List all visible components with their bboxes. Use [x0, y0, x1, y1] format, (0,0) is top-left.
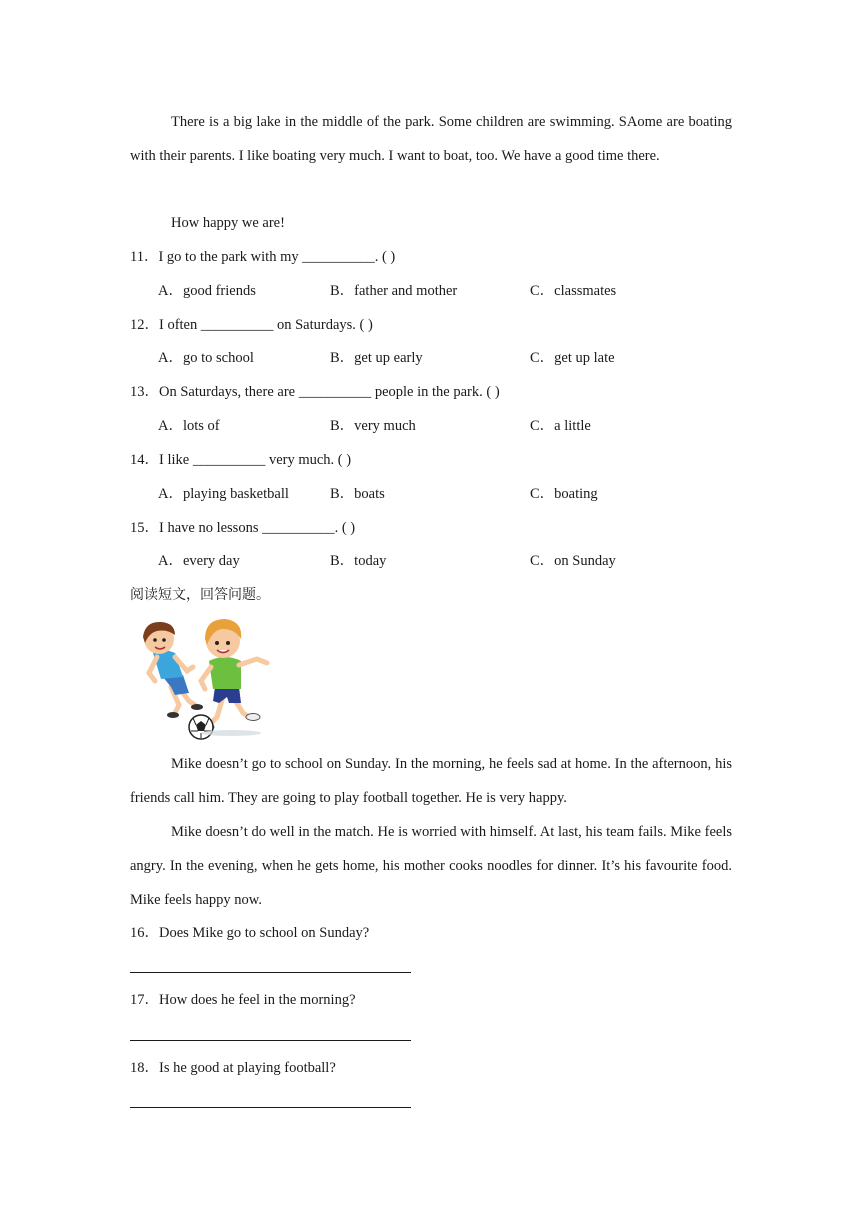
passage1-paragraph-2	[130, 206, 732, 240]
question-11-option-b: B．father and mother	[330, 283, 458, 299]
passage1-paragraph-2-text: How happy we are!	[171, 215, 285, 231]
question-17-stem: 17．How does he feel in the morning?	[130, 992, 356, 1008]
passage2-paragraph-2-text: Mike doesn’t do well in the match. He is worried with himself. At last, his team fails. Mike feels angry. In the evening, when he gets home, his mother cooks noodles for dinner. It’s his favourite food. Mike feels happy now.	[130, 824, 732, 908]
question-12-option-b: B．get up early	[330, 350, 423, 366]
question-12-option-c: C．get up late	[530, 350, 615, 366]
passage2-paragraph-1	[130, 747, 732, 815]
question-14-option-a: A．playing basketball	[158, 486, 289, 502]
question-17-answer-line[interactable]	[130, 1040, 411, 1041]
question-11-option-c: C．classmates	[530, 283, 617, 299]
question-16-stem: 16．Does Mike go to school on Sunday?	[130, 925, 370, 941]
passage1-paragraph-1-text: There is a big lake in the middle of the park. Some children are swimming. SAome are boating with their parents. I like boating very much. I want to boat, too. We have a good time there.	[130, 114, 732, 164]
question-13-stem: 13．On Saturdays, there are __________ people in the park. ( )	[130, 384, 500, 400]
question-11-option-a: A．good friends	[158, 283, 256, 299]
passage1-paragraph-1	[130, 105, 732, 173]
question-13-option-b: B．very much	[330, 418, 416, 434]
passage2-paragraph-2	[130, 815, 732, 917]
question-18-stem: 18．Is he good at playing football?	[130, 1060, 336, 1076]
two-boys-playing-football-illustration	[131, 617, 271, 741]
question-14-option-b: B．boats	[330, 486, 385, 502]
question-18-answer-line[interactable]	[130, 1107, 411, 1108]
question-15-option-a: A．every day	[158, 553, 240, 569]
question-16-answer-line[interactable]	[130, 972, 411, 973]
question-14-stem: 14．I like __________ very much. ( )	[130, 452, 352, 468]
left-boy-figure	[143, 622, 203, 718]
question-15-stem: 15．I have no lessons __________. ( )	[130, 520, 356, 536]
right-boy-figure	[200, 619, 267, 731]
passage2-paragraph-1-text: Mike doesn’t go to school on Sunday. In the morning, he feels sad at home. In the afternoon, his friends call him. They are going to play football together. He is very happy.	[130, 756, 732, 806]
question-11-stem: 11．I go to the park with my __________. ( )	[130, 249, 396, 265]
section-2-instruction: 阅读短文，回答问题。	[130, 587, 270, 603]
question-15-option-c: C．on Sunday	[530, 553, 616, 569]
football-ball	[189, 715, 213, 739]
question-15-option-b: B．today	[330, 553, 387, 569]
question-13-option-c: C．a little	[530, 418, 591, 434]
question-12-option-a: A．go to school	[158, 350, 254, 366]
question-14-option-c: C．boating	[530, 486, 598, 502]
question-12-stem: 12．I often __________ on Saturdays. ( )	[130, 317, 373, 333]
question-13-option-a: A．lots of	[158, 418, 220, 434]
